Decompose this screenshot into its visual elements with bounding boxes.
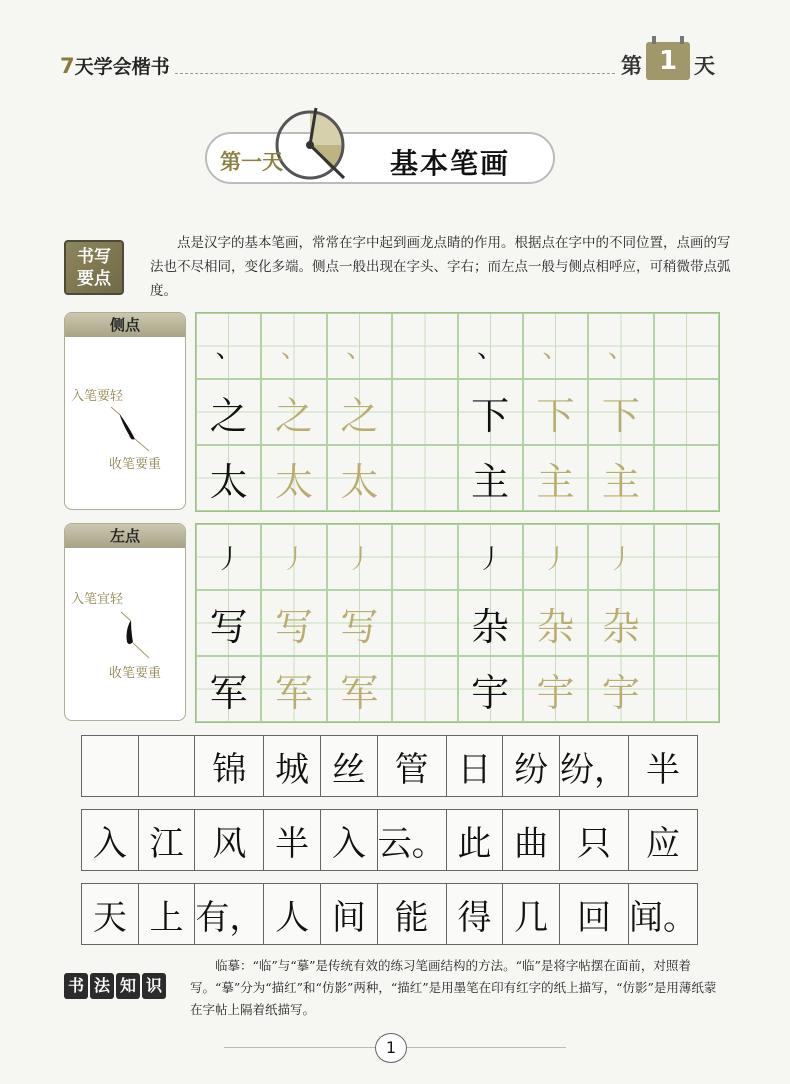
grid-cell[interactable]: 、 [196,313,261,379]
left-dot-panel [64,523,186,721]
grid-cell[interactable]: 杂 [458,590,523,656]
grid-cell[interactable]: 下 [588,379,653,445]
grid-cell[interactable]: 之 [196,379,261,445]
calendar-icon [646,42,690,80]
grid-cell[interactable] [654,524,719,590]
grid-cell[interactable]: 宇 [523,656,588,722]
poem-cell[interactable]: 纷， [559,735,629,797]
poem-cell[interactable]: 闻。 [628,883,698,945]
side-dot-panel-title: 侧点 [65,313,185,337]
tips-tag-line-2: 要点 [77,269,111,289]
poem-cell[interactable]: 上 [138,883,196,945]
left-dot-note-out: 收笔要重 [109,666,162,681]
calligraphy-knowledge-tag [60,973,170,999]
grid-cell[interactable] [392,590,457,656]
poem-cell[interactable] [81,735,139,797]
day-number: 1 [658,46,678,76]
poem-cell[interactable]: 只 [559,809,629,871]
day-badge [621,40,715,80]
left-dot-practice-grid [195,523,720,723]
grid-cell[interactable] [392,656,457,722]
grid-cell[interactable]: 主 [523,445,588,511]
left-dot-panel-title: 左点 [65,524,185,548]
grid-cell[interactable]: 写 [196,590,261,656]
grid-cell[interactable]: 之 [327,379,392,445]
poem-cell[interactable]: 入 [320,809,378,871]
poem-cell[interactable]: 入 [81,809,139,871]
poem-cell[interactable]: 人 [263,883,321,945]
knowledge-tag-char: 识 [142,973,166,999]
banner-title: 基本笔画 [390,147,511,180]
poem-cell[interactable]: 有， [194,883,264,945]
grid-cell[interactable] [392,445,457,511]
poem-cell[interactable]: 天 [81,883,139,945]
writing-tips-text: 点是汉字的基本笔画，常常在字中起到画龙点睛的作用。根据点在字中的不同位置，点画的写法也不尽相同，变化多端。侧点一般出现在字头、字右；而左点一般与侧点相呼应，可稍微带点弧度。 [150,235,731,299]
grid-cell[interactable]: 主 [458,445,523,511]
grid-cell[interactable]: 之 [261,379,326,445]
poem-cell[interactable]: 云。 [377,809,447,871]
poem-cell[interactable]: 管 [377,735,447,797]
poem-cell[interactable]: 此 [446,809,504,871]
side-dot-stroke-diagram [105,405,155,455]
grid-cell[interactable]: 丿 [196,524,261,590]
book-title [60,52,170,79]
grid-cell[interactable]: 太 [261,445,326,511]
grid-cell[interactable]: 丿 [458,524,523,590]
grid-cell[interactable]: 丿 [523,524,588,590]
grid-cell[interactable]: 军 [327,656,392,722]
side-dot-note-in: 入笔要轻 [71,389,124,404]
book-title-text: 天学会楷书 [74,56,170,78]
left-dot-note-in: 入笔宜轻 [71,592,124,607]
grid-cell[interactable]: 下 [523,379,588,445]
day-prefix: 第 [621,54,642,78]
poem-cell[interactable]: 锦 [194,735,264,797]
grid-cell[interactable]: 丿 [588,524,653,590]
grid-cell[interactable] [654,590,719,656]
grid-cell[interactable] [654,313,719,379]
writing-tips-tag [64,240,124,295]
grid-cell[interactable] [654,445,719,511]
day-suffix: 天 [694,54,715,78]
side-dot-practice-grid [195,312,720,512]
book-title-number: 7 [60,54,75,78]
grid-cell[interactable]: 宇 [588,656,653,722]
poem-cell[interactable]: 日 [446,735,504,797]
grid-cell[interactable]: 杂 [523,590,588,656]
grid-cell[interactable]: 、 [523,313,588,379]
grid-cell[interactable]: 、 [261,313,326,379]
poem-cell[interactable]: 几 [502,883,560,945]
poem-cell[interactable]: 得 [446,883,504,945]
poem-cell[interactable]: 风 [194,809,264,871]
poem-cell[interactable]: 间 [320,883,378,945]
side-dot-note-out: 收笔要重 [109,457,162,472]
grid-cell[interactable]: 写 [327,590,392,656]
tips-tag-line-1: 书写 [77,247,111,267]
calligraphy-knowledge-text: 临摹：“临”与“摹”是传统有效的练习笔画结构的方法。“临”是将字帖摆在面前，对照着写。“摹”分为“描红”和“仿影”两种，“描红”是用墨笔在印有红字的纸上描写，“仿影”是用薄纸蒙在字帖上隔着纸描写。 [190,958,717,1017]
grid-cell[interactable] [392,313,457,379]
grid-cell[interactable]: 下 [458,379,523,445]
poem-cell[interactable]: 能 [377,883,447,945]
poem-cell[interactable] [138,735,196,797]
grid-cell[interactable]: 、 [588,313,653,379]
grid-cell[interactable] [654,656,719,722]
poem-cell[interactable]: 丝 [320,735,378,797]
poem-practice-grid [82,735,698,945]
banner-day-label: 第一天 [220,150,283,174]
grid-cell[interactable]: 宇 [458,656,523,722]
clock-icon [260,100,360,190]
grid-cell[interactable]: 丿 [327,524,392,590]
poem-cell[interactable]: 半 [628,735,698,797]
grid-cell[interactable]: 军 [196,656,261,722]
poem-cell[interactable]: 应 [628,809,698,871]
knowledge-tag-char: 法 [90,973,114,999]
grid-cell[interactable]: 军 [261,656,326,722]
grid-cell[interactable]: 杂 [588,590,653,656]
poem-cell[interactable]: 城 [263,735,321,797]
grid-cell[interactable]: 主 [588,445,653,511]
grid-cell[interactable] [392,379,457,445]
poem-cell[interactable]: 曲 [502,809,560,871]
poem-cell[interactable]: 半 [263,809,321,871]
poem-cell[interactable]: 回 [559,883,629,945]
grid-cell[interactable]: 太 [196,445,261,511]
grid-cell[interactable]: 、 [327,313,392,379]
grid-cell[interactable] [392,524,457,590]
page-number: 1 [375,1033,407,1063]
knowledge-tag-char: 知 [116,973,140,999]
grid-cell[interactable]: 太 [327,445,392,511]
side-dot-panel [64,312,186,510]
left-dot-stroke-diagram [109,610,159,666]
grid-cell[interactable]: 写 [261,590,326,656]
grid-cell[interactable]: 丿 [261,524,326,590]
grid-cell[interactable]: 、 [458,313,523,379]
grid-cell[interactable] [654,379,719,445]
header-divider [175,73,615,74]
poem-cell[interactable]: 江 [138,809,196,871]
poem-cell[interactable]: 纷 [502,735,560,797]
knowledge-tag-char: 书 [64,973,88,999]
